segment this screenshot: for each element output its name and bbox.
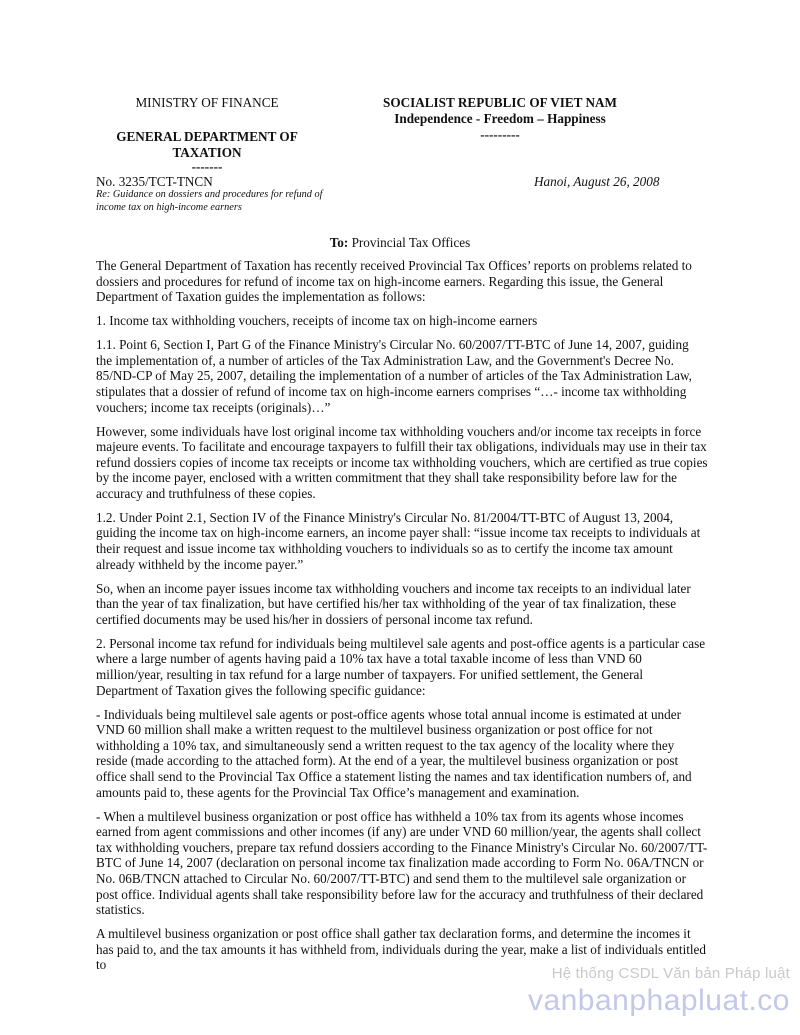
paragraph-lost-originals: However, some individuals have lost original income tax withholding vouchers and/or income tax receipts in force majeure events. To facilitate and encourage taxpayers to fulfill their tax obligations, individuals may use in their tax refund dossiers copies of income tax receipts or income tax withholding vouchers, which are certified as true copies by the income payer, enclosed with a written commitment that they shall take responsibility before law for the accuracy and truthfulness of these copies. bbox=[96, 423, 708, 501]
watermark-line2: vanbanphapluat.co bbox=[527, 984, 790, 1017]
addressee-value: Provincial Tax Offices bbox=[348, 235, 471, 250]
paragraph-intro: The General Department of Taxation has recently received Provincial Tax Offices’ reports on problems related to dossiers and procedures for refund of income tax on high-income earners. Regarding this issue, the General Department of Taxation guides the implementation as follows: bbox=[96, 258, 692, 305]
document-date: Hanoi, August 26, 2008 bbox=[534, 174, 660, 189]
watermark bbox=[528, 965, 790, 1018]
document-body bbox=[96, 258, 708, 981]
paragraph-section-2: 2. Personal income tax refund for individuals being multilevel sale agents and post-office agents is a particular case where a large number of agents having paid a 10% tax have a total taxable income of less than VND 60 million/year, resulting in tax refund for a large number of taxpayers. For unified settlement, the General Department of Taxation gives the following specific guidance: bbox=[96, 635, 706, 698]
right-separator: --------- bbox=[480, 127, 520, 142]
document-subject: Re: Guidance on dossiers and procedures for refund of income tax on high-income earners bbox=[96, 189, 323, 213]
paragraph-agents-under-60m: - Individuals being multilevel sale agents or post-office agents whose total annual income is estimated at under VND 60 million shall make a written request to the multilevel business organization or post office for not withholding a 10% tax, and simultaneously send a written request to the tax agency of the locality where they reside (made according to the attached form). At the end of a year, the multilevel business organization or post office shall send to the Provincial Tax Office a statement listing the names and tax identification numbers of, and amounts paid to, these agents for the Provincial Tax Office’s management and examination. bbox=[96, 706, 692, 800]
document-number: No. 3235/TCT-TNCN bbox=[96, 174, 213, 189]
paragraph-section-1: 1. Income tax withholding vouchers, receipts of income tax on high-income earners bbox=[96, 313, 538, 329]
addressee-label: To: bbox=[329, 235, 349, 250]
paragraph-1-2: 1.2. Under Point 2.1, Section IV of the Finance Ministry's Circular No. 81/2004/TT-BTC of August 13, 2004, guiding the income tax on high-income earners, an income payer shall: “issue income tax receipts to individuals at their request and issue income tax withholding vouchers to individuals so as to certify the income tax amount already withheld by the income payer.” bbox=[96, 509, 701, 572]
paragraph-certified-documents: So, when an income payer issues income tax withholding vouchers and income tax receipts to an individual later than the year of tax finalization, but have certified his/her tax withholding of the year of tax finalization, these certified documents may be used his/her in dossiers of personal income tax refund. bbox=[96, 580, 691, 627]
paragraph-1-1: 1.1. Point 6, Section I, Part G of the Finance Ministry's Circular No. 60/2007/TT-BTC of June 14, 2007, guiding the implementation of, a number of articles of the Tax Administration Law, and the Government's Decree No. 85/ND-CP of May 25, 2007, detailing the implementation of a number of articles of the Tax Administration Law, stipulates that a dossier of refund of income tax on high-income earners comprises “…- income tax withholding vouchers; income tax receipts (originals)…” bbox=[96, 337, 692, 415]
watermark-line1: Hệ thống CSDL Văn bản Pháp luật bbox=[551, 965, 790, 982]
republic-name: SOCIALIST REPUBLIC OF VIET NAM bbox=[382, 95, 617, 110]
paragraph-organization-duties: A multilevel business organization or post office shall gather tax declaration forms, and determine the incomes it has paid to, and the tax amounts it has withheld from, individuals during the year, make a list of individuals entitled to bbox=[96, 926, 707, 973]
national-motto: Independence - Freedom – Happiness bbox=[394, 111, 606, 126]
paragraph-withheld-agents: - When a multilevel business organization or post office has withheld a 10% tax from its agents whose incomes earned from agent commissions and other incomes (if any) are under VND 60 million/year, the agents shall collect tax withholding vouchers, prepare tax refund dossiers according to the Finance Ministry's Circular No. 60/2007/TT-BTC of June 14, 2007 (declaration on personal income tax finalization made according to Form No. 06A/TNCN or No. 06B/TNCN attached to Circular No. 60/2007/TT-BTC) and send them to the multilevel sale organization or post office. Individual agents shall take responsibility before law for the accuracy and truthfulness of their declared statistics. bbox=[96, 808, 708, 918]
issuing-agency-block bbox=[96, 95, 318, 173]
ministry-name: MINISTRY OF FINANCE bbox=[135, 95, 279, 110]
addressee-line bbox=[0, 235, 800, 251]
national-title-block bbox=[352, 95, 648, 143]
left-separator: ------- bbox=[191, 159, 223, 174]
department-name: GENERAL DEPARTMENT OF TAXATION bbox=[116, 129, 298, 160]
